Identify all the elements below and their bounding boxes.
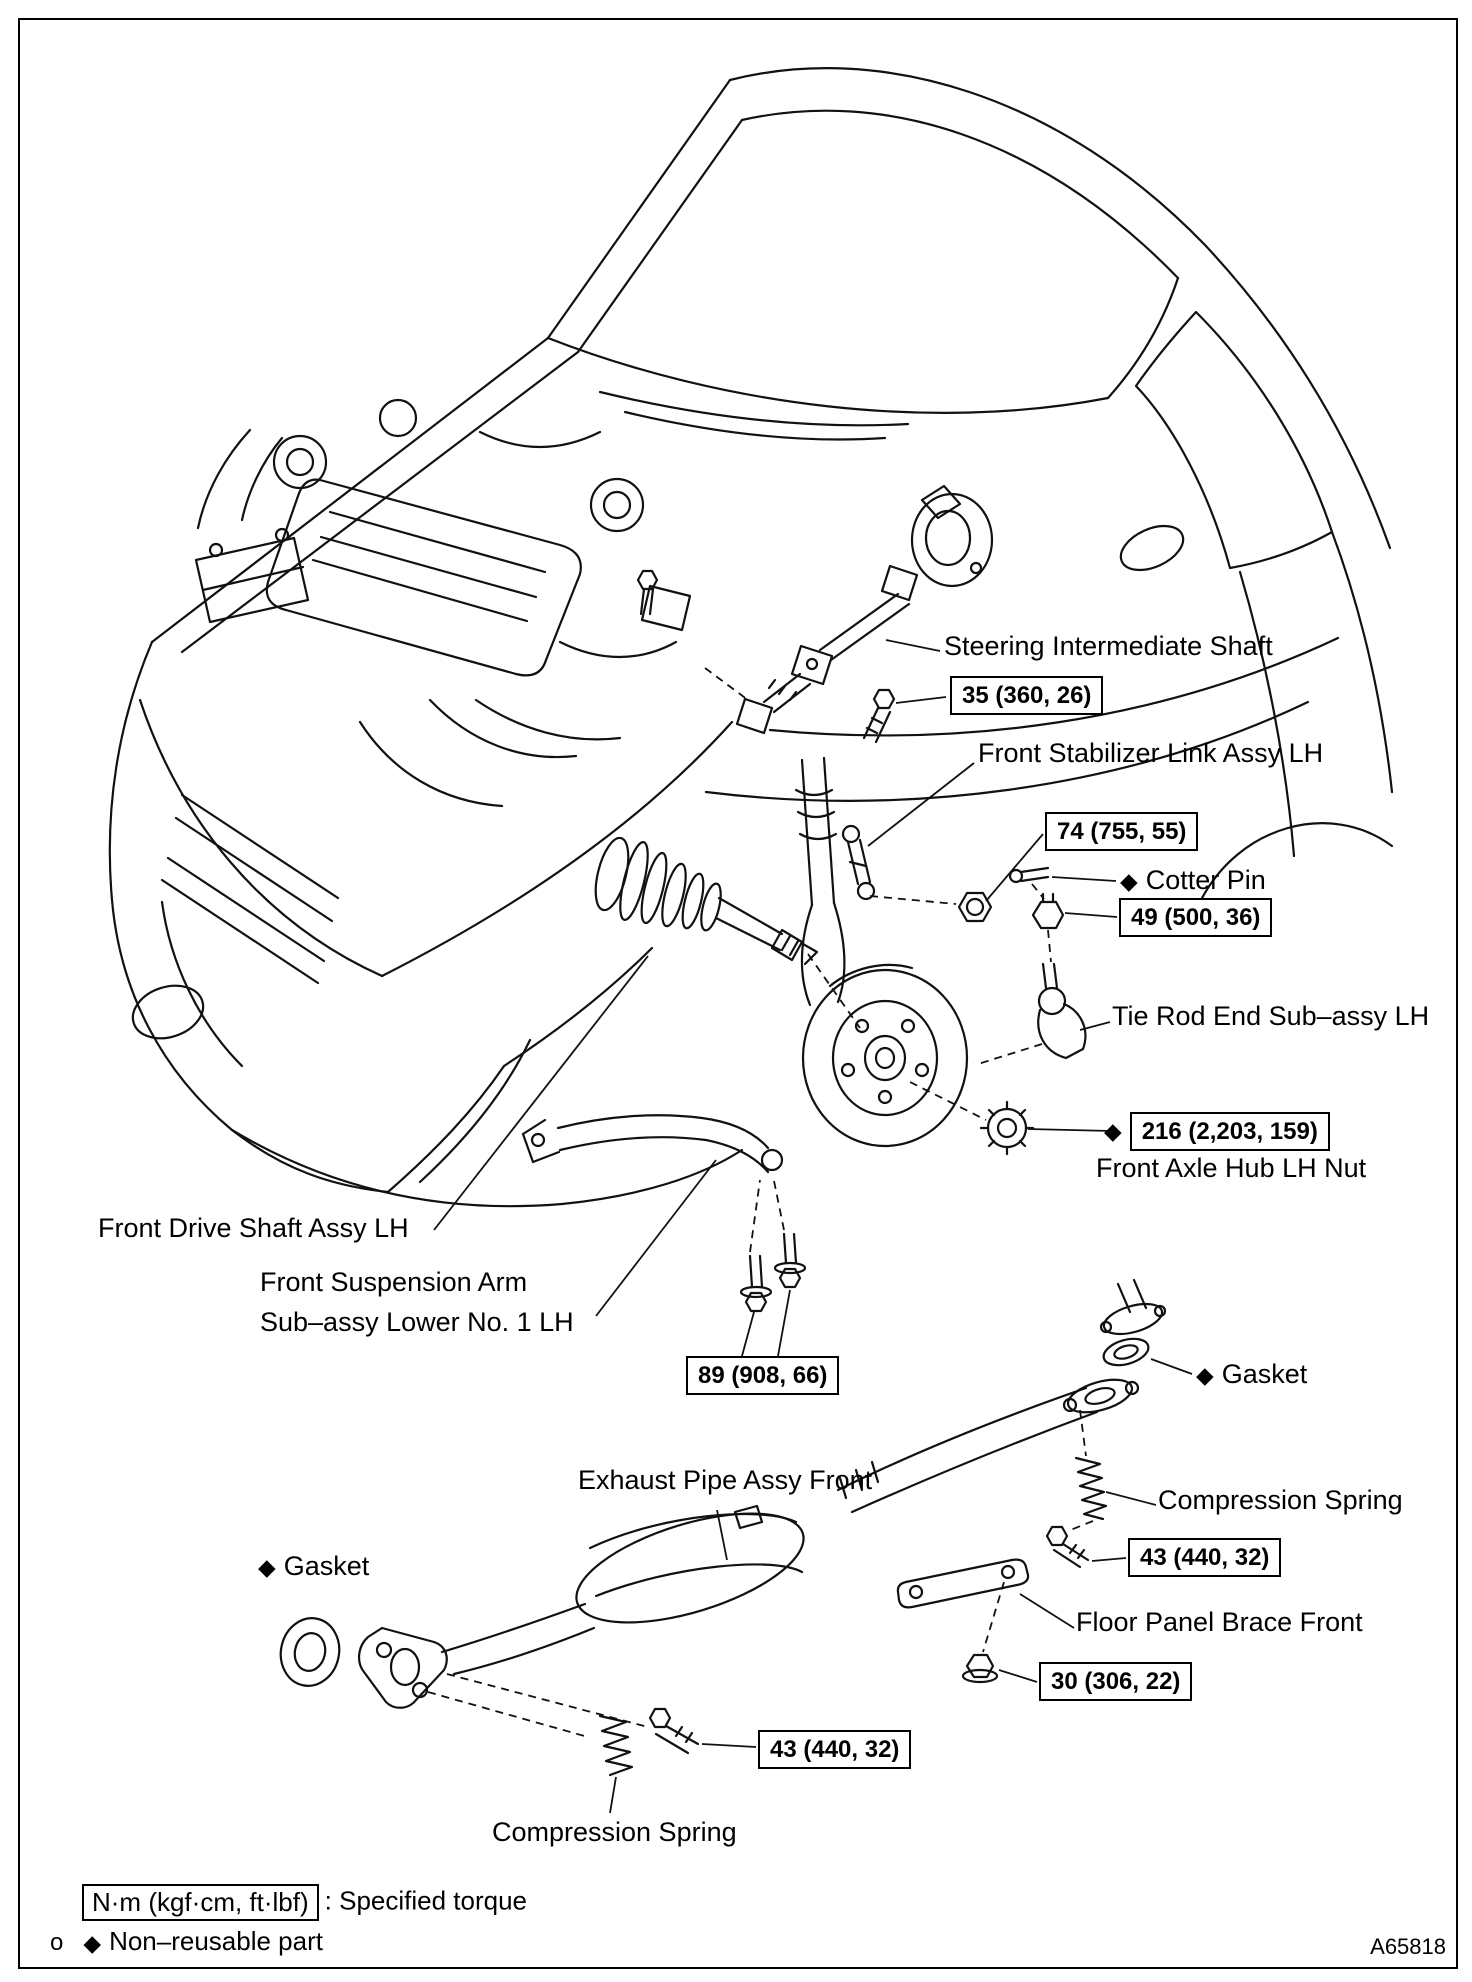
exhaust-bolt-right-art — [1047, 1527, 1088, 1567]
strut-knuckle-art — [796, 758, 844, 1005]
suspension-arm-art — [523, 1115, 805, 1311]
axle-hub-nut-art — [981, 1102, 1033, 1154]
label-compression-spring-right: Compression Spring — [1158, 1485, 1403, 1515]
exhaust-bolt-bottom-art — [650, 1709, 698, 1753]
non-reusable-diamond-icon: ◆ — [1120, 868, 1138, 895]
label-tie-rod-end: Tie Rod End Sub–assy LH — [1112, 1001, 1430, 1031]
torque-box-stabilizer-link-nut: 74 (755, 55) — [1045, 812, 1198, 851]
label-front-stabilizer-link: Front Stabilizer Link Assy LH — [978, 738, 1324, 768]
stabilizer-link-art — [843, 826, 874, 899]
torque-box-tie-rod-nut: 49 (500, 36) — [1119, 898, 1272, 937]
figure-code: A65818 — [1370, 1934, 1446, 1959]
label-floor-panel-brace: Floor Panel Brace Front — [1076, 1607, 1363, 1637]
torque-box-exhaust-rear-bolt: 43 (440, 32) — [1128, 1538, 1281, 1577]
label-gasket-left — [258, 1550, 369, 1582]
assembly-dashed-lines — [428, 668, 1093, 1737]
stabilizer-nut-art — [959, 893, 991, 921]
tie-rod-nut-art — [1033, 894, 1063, 928]
specified-torque-note: : Specified torque — [324, 1885, 528, 1916]
brake-rotor-art — [803, 965, 967, 1146]
label-steering-intermediate-shaft: Steering Intermediate Shaft — [944, 631, 1273, 661]
floor-panel-brace-art — [898, 1560, 1028, 1608]
label-front-drive-shaft: Front Drive Shaft Assy LH — [98, 1213, 409, 1243]
legend-non-reusable — [50, 1926, 323, 1957]
torque-unit-box: N·m (kgf·cm, ft·lbf) — [82, 1884, 319, 1921]
torque-box-floor-brace-nut: 30 (306, 22) — [1039, 1662, 1192, 1701]
label-gasket-right — [1196, 1358, 1307, 1390]
label-front-suspension-arm-line2: Sub–assy Lower No. 1 LH — [260, 1307, 574, 1337]
torque-row-axle-hub-nut — [1104, 1112, 1330, 1151]
torque-box-steering-shaft-bolt: 35 (360, 26) — [950, 676, 1103, 715]
non-reusable-diamond-icon: ◆ — [1104, 1118, 1122, 1145]
label-gasket-left-text: Gasket — [283, 1551, 370, 1581]
label-cotter-pin-text: Cotter Pin — [1145, 865, 1266, 895]
non-reusable-diamond-icon: ◆ — [258, 1554, 276, 1581]
label-front-suspension-arm-line1: Front Suspension Arm — [260, 1267, 528, 1297]
gasket-right-art — [1101, 1334, 1152, 1370]
torque-box-suspension-arm-bolts: 89 (908, 66) — [686, 1356, 839, 1395]
cotter-pin-art — [1010, 868, 1048, 882]
compression-spring-bottom-art — [600, 1716, 632, 1775]
engine-bay-art — [196, 400, 690, 806]
floor-brace-nut-art — [963, 1655, 997, 1682]
label-cotter-pin — [1120, 864, 1266, 896]
label-exhaust-pipe: Exhaust Pipe Assy Front — [578, 1465, 873, 1495]
label-front-axle-hub-nut: Front Axle Hub LH Nut — [1096, 1153, 1367, 1183]
compression-spring-right-art — [1076, 1458, 1106, 1519]
legend-specified-torque — [82, 1884, 527, 1921]
label-gasket-right-text: Gasket — [1221, 1359, 1308, 1389]
torque-box-axle-hub-nut: 216 (2,203, 159) — [1130, 1112, 1330, 1151]
bolt-art — [638, 571, 894, 742]
non-reusable-diamond-icon: ◆ — [83, 1929, 102, 1956]
drive-shaft-art — [589, 835, 817, 964]
o-mark: o — [50, 1929, 64, 1957]
non-reusable-diamond-icon: ◆ — [1196, 1362, 1214, 1389]
non-reusable-note: Non–reusable part — [109, 1926, 323, 1956]
front-bumper-art — [126, 795, 338, 1066]
torque-box-exhaust-front-bolt: 43 (440, 32) — [758, 1730, 911, 1769]
gasket-left-art — [275, 1613, 346, 1692]
label-compression-spring-bottom: Compression Spring — [492, 1817, 737, 1847]
tie-rod-end-art — [1038, 964, 1085, 1058]
